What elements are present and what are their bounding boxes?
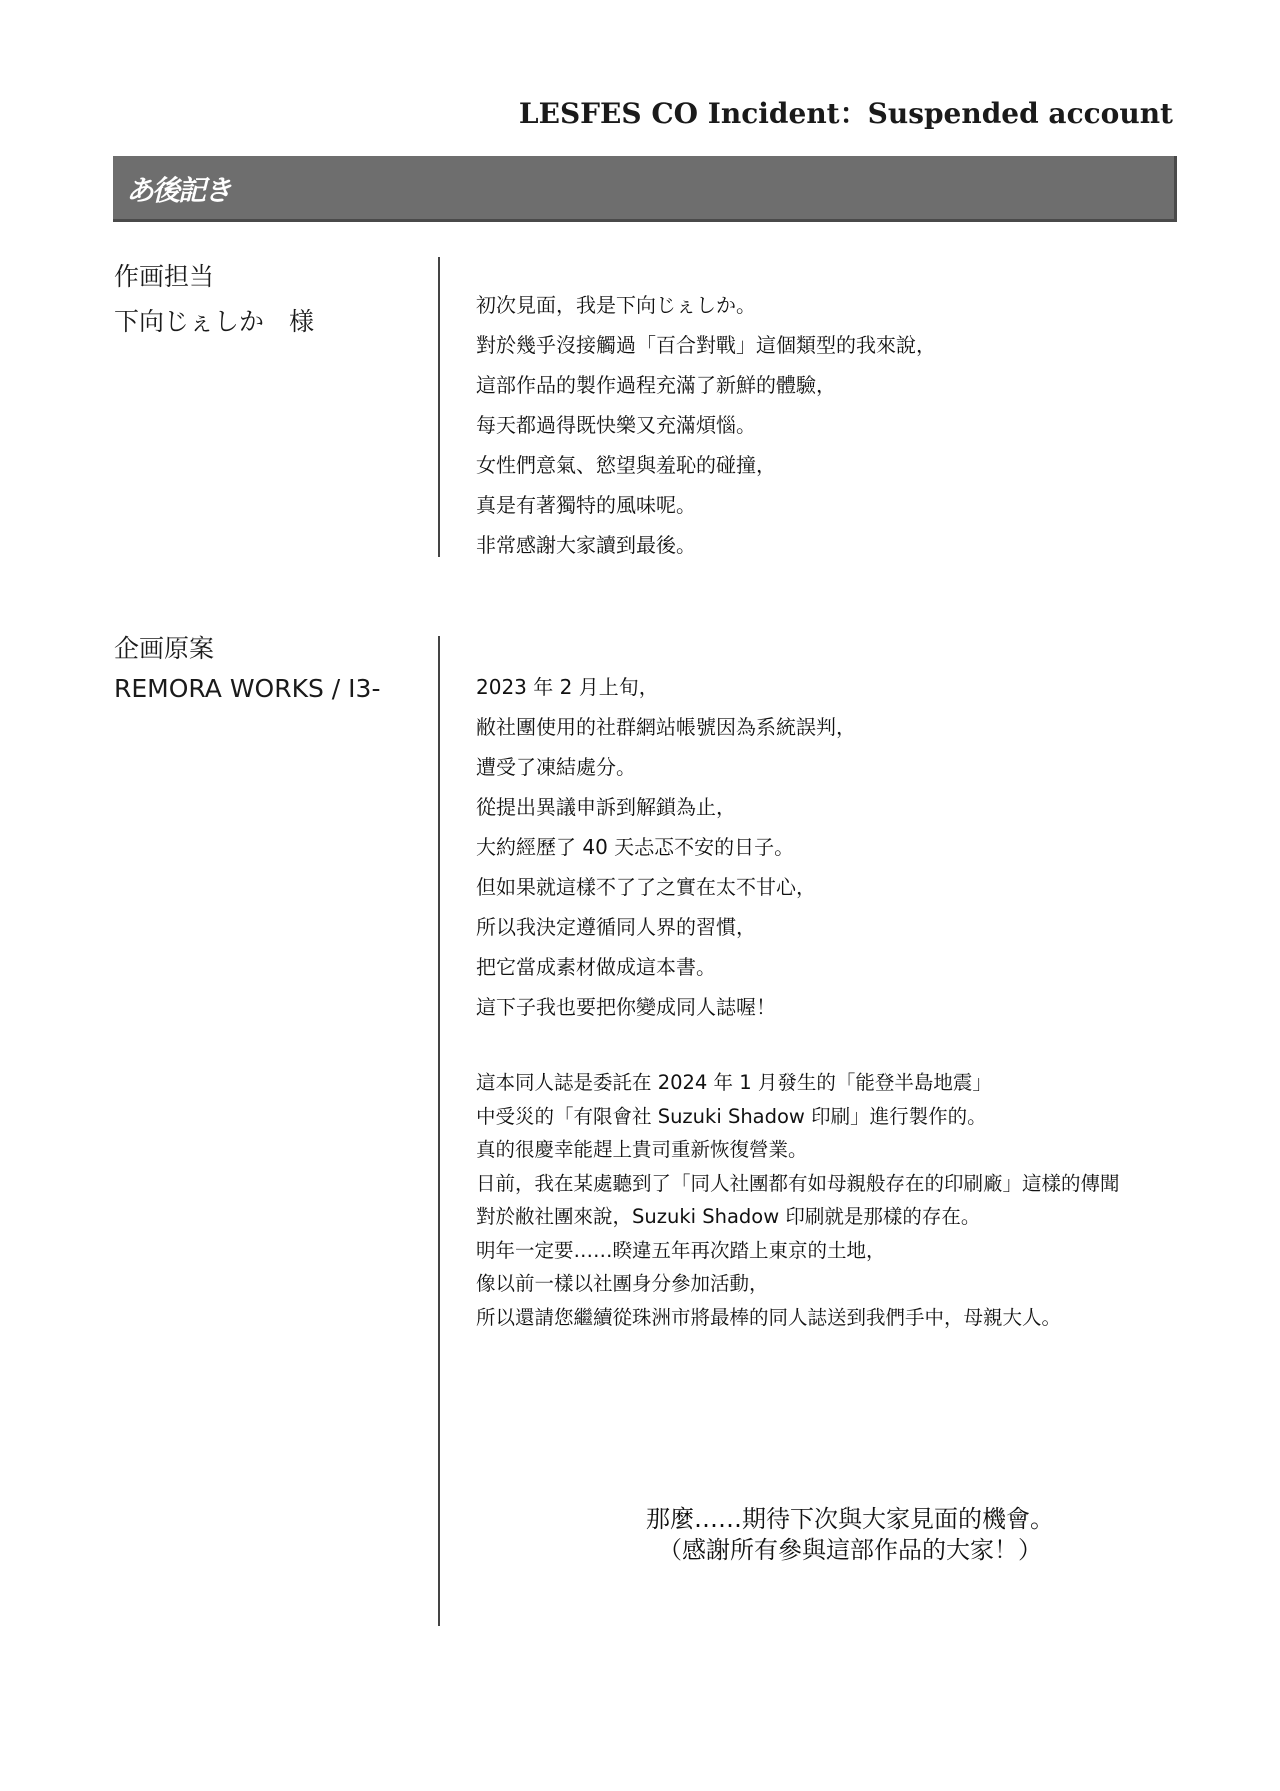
credit-name: 下向じぇしか 様 [114, 307, 315, 336]
message-line: 日前，我在某處聽到了「同人社團都有如母親般存在的印刷廠」這樣的傳聞 [476, 1171, 1120, 1195]
credit-role: 企画原案 [114, 634, 215, 663]
closing-line: （感謝所有參與這部作品的大家！） [658, 1536, 1042, 1564]
planner-message [476, 667, 856, 1027]
message-line: 但如果就這樣不了了之實在太不甘心， [476, 875, 816, 899]
message-line: 所以還請您繼續從珠洲市將最棒的同人誌送到我們手中，母親大人。 [476, 1305, 1062, 1329]
message-line: 把它當成素材做成這本書。 [476, 955, 716, 979]
message-line: 真的很慶幸能趕上貴司重新恢復營業。 [476, 1138, 808, 1161]
message-line: 所以我決定遵循同人界的習慣， [476, 915, 756, 939]
message-line: 敝社團使用的社群網站帳號因為系統誤判， [476, 715, 856, 739]
divider-line [438, 636, 440, 1626]
message-line: 對於敝社團來說，Suzuki Shadow 印刷就是那樣的存在。 [476, 1205, 981, 1228]
divider-line [438, 257, 440, 557]
message-line: 遭受了凍結處分。 [476, 755, 636, 779]
document-title: LESFES CO Incident：Suspended account [518, 97, 1173, 130]
message-line: 這本同人誌是委託在 2024 年 1 月發生的「能登半島地震」 [476, 1071, 992, 1094]
message-line: 女性們意氣、慾望與羞恥的碰撞， [476, 453, 776, 477]
message-line: 大約經歷了 40 天忐忑不安的日子。 [476, 835, 795, 859]
message-line: 這部作品的製作過程充滿了新鮮的體驗， [476, 373, 836, 397]
section-banner [113, 156, 1177, 222]
message-line: 對於幾乎沒接觸過「百合對戰」這個類型的我來說， [476, 333, 936, 357]
message-line: 明年一定要……睽違五年再次踏上東京的土地， [476, 1238, 886, 1262]
message-line: 真是有著獨特的風味呢。 [476, 493, 696, 517]
message-line: 像以前一樣以社團身分參加活動， [476, 1272, 769, 1295]
closing-line: 那麼……期待下次與大家見面的機會。 [646, 1505, 1054, 1533]
message-line: 初次見面，我是下向じぇしか。 [476, 293, 756, 317]
message-line: 2023 年 2 月上旬， [476, 675, 659, 699]
section-title: あ後記き [126, 174, 231, 207]
message-line: 每天都過得既快樂又充滿煩惱。 [476, 413, 756, 437]
printer-message [476, 1066, 1120, 1334]
message-line: 中受災的「有限會社 Suzuki Shadow 印刷」進行製作的。 [476, 1104, 987, 1128]
credit-name: REMORA WORKS / I3- [114, 674, 381, 703]
closing-message [560, 1504, 1140, 1566]
message-line: 這下子我也要把你變成同人誌喔！ [476, 995, 776, 1019]
artist-message [476, 285, 936, 565]
message-line: 非常感謝大家讀到最後。 [476, 533, 696, 557]
credit-role: 作画担当 [114, 262, 215, 291]
message-line: 從提出異議申訴到解鎖為止， [476, 795, 736, 819]
